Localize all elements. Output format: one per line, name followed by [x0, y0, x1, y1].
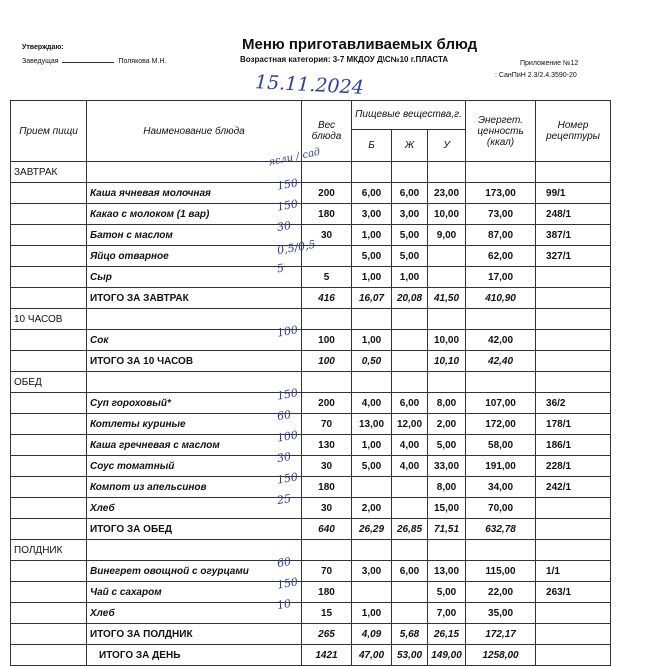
day-total-protein: 47,00 [352, 645, 392, 666]
empty-cell [466, 162, 536, 183]
total-weight: 265 [302, 624, 352, 645]
manager-label: Заведущая [22, 58, 59, 65]
empty-cell [536, 519, 611, 540]
dish-energy: 172,00 [466, 414, 536, 435]
section-title: ОБЕД [11, 372, 87, 393]
dish-carbs: 13,00 [428, 561, 466, 582]
dish-carbs: 23,00 [428, 183, 466, 204]
dish-row [11, 330, 611, 351]
empty-cell [11, 330, 87, 351]
dish-row [11, 603, 611, 624]
manager-name: Полякова М.Н. [118, 58, 167, 65]
dish-recipe: 248/1 [536, 204, 611, 225]
total-row [11, 351, 611, 372]
dish-protein: 5,00 [352, 246, 392, 267]
col-meal: Прием пищи [11, 101, 87, 162]
dish-protein: 1,00 [352, 603, 392, 624]
dish-energy: 173,00 [466, 183, 536, 204]
dish-carbs: 5,00 [428, 582, 466, 603]
dish-weight: 5 [302, 267, 352, 288]
day-total-carbs: 149,00 [428, 645, 466, 666]
dish-name: Компот из апельсинов [87, 477, 302, 498]
dish-fat: 5,00 [392, 246, 428, 267]
total-energy: 632,78 [466, 519, 536, 540]
section-title: ЗАВТРАК [11, 162, 87, 183]
dish-carbs: 2,00 [428, 414, 466, 435]
total-protein: 26,29 [352, 519, 392, 540]
dish-name: Каша гречневая с маслом [87, 435, 302, 456]
dish-energy: 115,00 [466, 561, 536, 582]
dish-fat [392, 477, 428, 498]
handwritten-note: ясли / сад [267, 146, 322, 169]
signature-line [62, 62, 114, 63]
dish-weight: 30 [302, 225, 352, 246]
dish-recipe: 263/1 [536, 582, 611, 603]
empty-cell [428, 162, 466, 183]
dish-weight: 180 [302, 477, 352, 498]
section-header-row [11, 540, 611, 561]
dish-recipe: 242/1 [536, 477, 611, 498]
dish-fat: 1,00 [392, 267, 428, 288]
dish-name: Каша ячневая молочная [87, 183, 302, 204]
total-weight: 100 [302, 351, 352, 372]
day-total-label: ИТОГО ЗА ДЕНЬ [87, 645, 302, 666]
handwritten-weight: 25 [275, 491, 293, 508]
empty-cell [87, 372, 302, 393]
handwritten-weight: 0,5/0,5 [276, 237, 317, 258]
total-carbs: 71,51 [428, 519, 466, 540]
total-fat: 26,85 [392, 519, 428, 540]
dish-weight: 180 [302, 582, 352, 603]
dish-weight: 70 [302, 414, 352, 435]
empty-cell [428, 540, 466, 561]
manager-line [22, 58, 166, 65]
menu-table [10, 100, 611, 666]
total-fat: 5,68 [392, 624, 428, 645]
appendix: Приложение №12 [520, 60, 579, 67]
section-title: 10 ЧАСОВ [11, 309, 87, 330]
dish-row [11, 435, 611, 456]
dish-row [11, 561, 611, 582]
handwritten-date: 15.11.2024 [254, 71, 365, 99]
empty-cell [11, 393, 87, 414]
total-energy: 172,17 [466, 624, 536, 645]
empty-cell [87, 540, 302, 561]
dish-row [11, 267, 611, 288]
age-category: Возрастная категория: 3-7 МКДОУ Д\С№10 г.ПЛАСТА [240, 55, 449, 64]
total-weight: 640 [302, 519, 352, 540]
dish-energy: 73,00 [466, 204, 536, 225]
empty-cell [302, 162, 352, 183]
dish-energy: 191,00 [466, 456, 536, 477]
dish-carbs: 8,00 [428, 393, 466, 414]
empty-cell [11, 645, 87, 666]
dish-carbs: 10,00 [428, 330, 466, 351]
total-label: ИТОГО ЗА ОБЕД [87, 519, 302, 540]
dish-weight: 15 [302, 603, 352, 624]
section-header-row [11, 372, 611, 393]
empty-cell [11, 183, 87, 204]
total-row [11, 288, 611, 309]
dish-carbs: 10,00 [428, 204, 466, 225]
dish-energy: 87,00 [466, 225, 536, 246]
day-total-fat: 53,00 [392, 645, 428, 666]
dish-name: Яйцо отварное [87, 246, 302, 267]
dish-fat: 6,00 [392, 393, 428, 414]
handwritten-weight: 30 [275, 218, 293, 235]
dish-name: Хлеб [87, 498, 302, 519]
dish-energy: 58,00 [466, 435, 536, 456]
dish-protein: 4,00 [352, 393, 392, 414]
dish-protein [352, 477, 392, 498]
total-fat: 20,08 [392, 288, 428, 309]
empty-cell [392, 540, 428, 561]
empty-cell [352, 540, 392, 561]
dish-recipe: 178/1 [536, 414, 611, 435]
empty-cell [11, 267, 87, 288]
dish-energy: 22,00 [466, 582, 536, 603]
dish-name: Сок [87, 330, 302, 351]
empty-cell [352, 162, 392, 183]
dish-recipe: 186/1 [536, 435, 611, 456]
empty-cell [11, 582, 87, 603]
dish-name: Сыр [87, 267, 302, 288]
empty-cell [11, 288, 87, 309]
total-energy: 410,90 [466, 288, 536, 309]
total-carbs: 41,50 [428, 288, 466, 309]
empty-cell [536, 645, 611, 666]
section-header-row [11, 309, 611, 330]
dish-recipe [536, 603, 611, 624]
dish-energy: 34,00 [466, 477, 536, 498]
empty-cell [11, 351, 87, 372]
dish-carbs: 15,00 [428, 498, 466, 519]
dish-carbs: 9,00 [428, 225, 466, 246]
total-protein: 16,07 [352, 288, 392, 309]
dish-energy: 107,00 [466, 393, 536, 414]
dish-protein: 5,00 [352, 456, 392, 477]
empty-cell [11, 519, 87, 540]
dish-row [11, 414, 611, 435]
empty-cell [392, 162, 428, 183]
empty-cell [11, 456, 87, 477]
total-label: ИТОГО ЗА ПОЛДНИК [87, 624, 302, 645]
dish-name: Соус томатный [87, 456, 302, 477]
empty-cell [11, 246, 87, 267]
dish-weight: 30 [302, 456, 352, 477]
empty-cell [392, 372, 428, 393]
section-title: ПОЛДНИК [11, 540, 87, 561]
empty-cell [466, 309, 536, 330]
total-protein: 4,09 [352, 624, 392, 645]
dish-recipe: 1/1 [536, 561, 611, 582]
dish-protein: 6,00 [352, 183, 392, 204]
dish-recipe: 99/1 [536, 183, 611, 204]
dish-carbs: 7,00 [428, 603, 466, 624]
dish-weight: 100 [302, 330, 352, 351]
dish-fat: 6,00 [392, 561, 428, 582]
dish-fat: 6,00 [392, 183, 428, 204]
total-energy: 42,40 [466, 351, 536, 372]
dish-row [11, 183, 611, 204]
empty-cell [536, 162, 611, 183]
dish-recipe [536, 330, 611, 351]
dish-protein: 1,00 [352, 225, 392, 246]
col-weight: Вес блюда [302, 101, 352, 162]
handwritten-weight: 150 [276, 197, 299, 214]
dish-row [11, 477, 611, 498]
dish-row [11, 498, 611, 519]
page-title: Меню приготавливаемых блюд [242, 36, 478, 53]
dish-energy: 70,00 [466, 498, 536, 519]
total-row [11, 624, 611, 645]
section-header-row [11, 162, 611, 183]
dish-protein: 3,00 [352, 561, 392, 582]
total-protein: 0,50 [352, 351, 392, 372]
empty-cell [428, 372, 466, 393]
handwritten-weight: 150 [276, 575, 299, 592]
dish-recipe: 228/1 [536, 456, 611, 477]
dish-weight: 180 [302, 204, 352, 225]
empty-cell [11, 624, 87, 645]
empty-cell [302, 540, 352, 561]
handwritten-weight: 150 [276, 176, 299, 193]
empty-cell [87, 309, 302, 330]
dish-carbs: 33,00 [428, 456, 466, 477]
dish-name: Винегрет овощной с огурцами [87, 561, 302, 582]
dish-protein: 1,00 [352, 435, 392, 456]
dish-recipe: 387/1 [536, 225, 611, 246]
empty-cell [536, 624, 611, 645]
dish-carbs: 8,00 [428, 477, 466, 498]
dish-fat: 5,00 [392, 225, 428, 246]
total-carbs: 26,15 [428, 624, 466, 645]
dish-protein: 3,00 [352, 204, 392, 225]
menu-body [11, 162, 611, 666]
dish-name: Суп гороховый* [87, 393, 302, 414]
dish-recipe: 36/2 [536, 393, 611, 414]
col-zh: Ж [392, 129, 428, 161]
dish-row [11, 582, 611, 603]
day-total-row [11, 645, 611, 666]
dish-weight: 200 [302, 183, 352, 204]
dish-row [11, 456, 611, 477]
sanpin: : СанПиН 2.3/2.4.3590-20 [495, 72, 577, 79]
day-total-weight: 1421 [302, 645, 352, 666]
empty-cell [392, 309, 428, 330]
dish-fat: 4,00 [392, 456, 428, 477]
approve-label: Утверждаю: [22, 44, 64, 51]
handwritten-weight: 5 [275, 261, 286, 276]
total-carbs: 10,10 [428, 351, 466, 372]
col-recipe: Номер рецептуры [536, 101, 611, 162]
col-u: У [428, 129, 466, 161]
dish-row [11, 204, 611, 225]
dish-protein: 1,00 [352, 267, 392, 288]
col-nutrients: Пищевые вещества,г. [352, 101, 466, 130]
empty-cell [11, 435, 87, 456]
dish-energy: 35,00 [466, 603, 536, 624]
dish-weight: 200 [302, 393, 352, 414]
dish-protein: 1,00 [352, 330, 392, 351]
empty-cell [536, 288, 611, 309]
dish-name: Хлеб [87, 603, 302, 624]
dish-name: Батон с маслом [87, 225, 302, 246]
dish-fat [392, 582, 428, 603]
dish-weight: 130 [302, 435, 352, 456]
dish-protein: 2,00 [352, 498, 392, 519]
handwritten-weight: 30 [275, 449, 293, 466]
dish-row [11, 393, 611, 414]
total-row [11, 519, 611, 540]
dish-protein [352, 582, 392, 603]
empty-cell [11, 477, 87, 498]
dish-energy: 62,00 [466, 246, 536, 267]
total-fat [392, 351, 428, 372]
empty-cell [11, 225, 87, 246]
dish-recipe: 327/1 [536, 246, 611, 267]
empty-cell [11, 204, 87, 225]
empty-cell [302, 372, 352, 393]
empty-cell [11, 414, 87, 435]
total-weight: 416 [302, 288, 352, 309]
total-label: ИТОГО ЗА 10 ЧАСОВ [87, 351, 302, 372]
handwritten-weight: 10 [275, 596, 293, 613]
dish-name: Какао с молоком (1 вар) [87, 204, 302, 225]
dish-protein: 13,00 [352, 414, 392, 435]
total-label: ИТОГО ЗА ЗАВТРАК [87, 288, 302, 309]
empty-cell [466, 372, 536, 393]
dish-recipe [536, 498, 611, 519]
handwritten-weight: 100 [276, 323, 299, 340]
handwritten-weight: 150 [276, 470, 299, 487]
dish-energy: 17,00 [466, 267, 536, 288]
dish-name: Котлеты куриные [87, 414, 302, 435]
day-total-energy: 1258,00 [466, 645, 536, 666]
dish-weight: 30 [302, 498, 352, 519]
handwritten-weight: 100 [276, 428, 299, 445]
empty-cell [352, 372, 392, 393]
dish-carbs [428, 246, 466, 267]
dish-name: Чай с сахаром [87, 582, 302, 603]
handwritten-weight: 60 [275, 407, 293, 424]
handwritten-weight: 60 [275, 554, 293, 571]
empty-cell [536, 540, 611, 561]
dish-fat: 3,00 [392, 204, 428, 225]
empty-cell [11, 603, 87, 624]
dish-fat [392, 603, 428, 624]
dish-fat [392, 498, 428, 519]
dish-recipe [536, 267, 611, 288]
handwritten-weight: 150 [276, 386, 299, 403]
empty-cell [428, 309, 466, 330]
empty-cell [302, 309, 352, 330]
col-energy: Энергет. ценность (ккал) [466, 101, 536, 162]
col-b: Б [352, 129, 392, 161]
dish-carbs [428, 267, 466, 288]
dish-energy: 42,00 [466, 330, 536, 351]
dish-fat: 4,00 [392, 435, 428, 456]
dish-fat [392, 330, 428, 351]
col-name: Наименование блюда [87, 101, 302, 162]
empty-cell [536, 372, 611, 393]
empty-cell [11, 498, 87, 519]
empty-cell [352, 309, 392, 330]
empty-cell [466, 540, 536, 561]
dish-carbs: 5,00 [428, 435, 466, 456]
empty-cell [536, 309, 611, 330]
empty-cell [536, 351, 611, 372]
dish-fat: 12,00 [392, 414, 428, 435]
empty-cell [11, 561, 87, 582]
dish-weight: 70 [302, 561, 352, 582]
